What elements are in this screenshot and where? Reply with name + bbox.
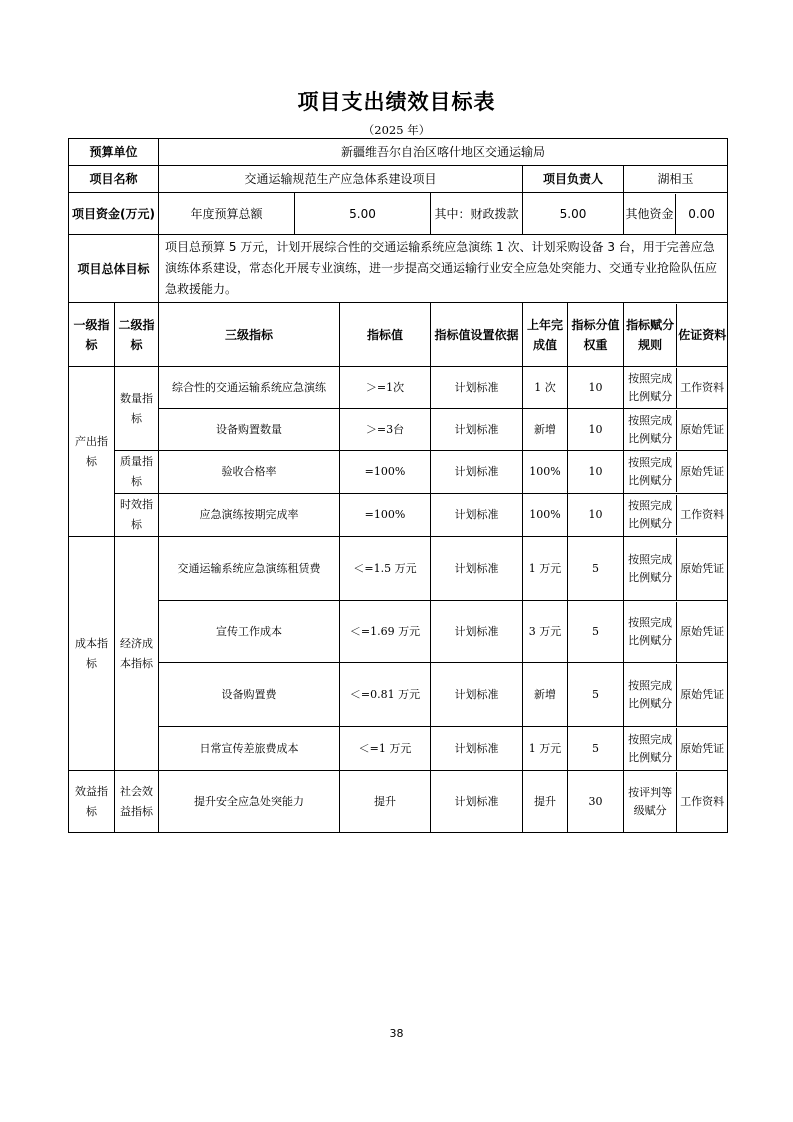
header-level1: 一级指标 xyxy=(69,303,115,367)
indicator-name: 宣传工作成本 xyxy=(159,601,340,663)
indicator-rule-evidence xyxy=(624,409,728,451)
indicator-rule-evidence xyxy=(624,367,728,409)
indicator-name: 应急演练按期完成率 xyxy=(159,494,340,537)
indicator-basis: 计划标准 xyxy=(431,771,523,833)
header-rule-evidence xyxy=(624,303,728,367)
indicator-basis: 计划标准 xyxy=(431,727,523,771)
indicator-weight: 30 xyxy=(568,771,624,833)
indicator-rule: 按照完成比例赋分 xyxy=(624,728,677,770)
indicator-rule-evidence xyxy=(624,727,728,771)
header-row xyxy=(69,303,728,367)
indicator-basis: 计划标准 xyxy=(431,537,523,601)
indicator-last-year: 1 万元 xyxy=(523,727,568,771)
header-evidence: 佐证资料 xyxy=(678,327,727,342)
indicator-last-year: 3 万元 xyxy=(523,601,568,663)
indicator-value: ＜=1 万元 xyxy=(340,727,431,771)
table-row xyxy=(69,771,728,833)
indicator-value: ＜=1.5 万元 xyxy=(340,537,431,601)
indicator-weight: 5 xyxy=(568,727,624,771)
table-row xyxy=(69,537,728,601)
indicator-rule: 按照完成比例赋分 xyxy=(624,538,677,600)
indicator-value: =100% xyxy=(340,451,431,494)
group-output: 产出指标 xyxy=(69,367,115,537)
indicator-rule: 按照完成比例赋分 xyxy=(624,495,677,535)
other-funds-value: 0.00 xyxy=(688,206,715,221)
indicator-rule: 按照完成比例赋分 xyxy=(624,368,677,408)
header-level3: 三级指标 xyxy=(159,303,340,367)
subgroup-timeliness: 时效指标 xyxy=(115,494,159,537)
indicator-weight: 5 xyxy=(568,537,624,601)
indicator-rule: 按评判等级赋分 xyxy=(624,772,677,832)
indicator-evidence: 工作资料 xyxy=(680,508,725,521)
indicator-name: 提升安全应急处突能力 xyxy=(159,771,340,833)
table-row xyxy=(69,601,728,663)
indicator-last-year: 100% xyxy=(523,451,568,494)
indicator-rule-evidence xyxy=(624,451,728,494)
goal-row xyxy=(69,235,728,303)
header-rule: 指标赋分规则 xyxy=(624,304,677,366)
indicator-evidence: 工作资料 xyxy=(680,794,725,808)
table-row xyxy=(69,409,728,451)
budget-unit-label: 预算单位 xyxy=(69,139,159,166)
project-name-value: 交通运输规范生产应急体系建设项目 xyxy=(159,166,523,193)
indicator-last-year: 提升 xyxy=(523,771,568,833)
indicator-rule: 按照完成比例赋分 xyxy=(624,664,677,726)
indicator-name: 设备购置费 xyxy=(159,663,340,727)
indicator-weight: 5 xyxy=(568,663,624,727)
other-funds-label: 其他资金 xyxy=(624,194,676,234)
annual-budget-label: 年度预算总额 xyxy=(159,193,295,235)
indicator-last-year: 新增 xyxy=(523,409,568,451)
indicator-name: 日常宣传差旅费成本 xyxy=(159,727,340,771)
header-level2: 二级指标 xyxy=(115,303,159,367)
indicator-basis: 计划标准 xyxy=(431,494,523,537)
year-label: （2025 年） xyxy=(362,123,431,137)
group-benefit: 效益指标 xyxy=(69,771,115,833)
table-row xyxy=(69,663,728,727)
table-row xyxy=(69,451,728,494)
indicator-name: 综合性的交通运输系统应急演练 xyxy=(159,367,340,409)
indicator-rule-evidence xyxy=(624,663,728,727)
indicator-value: =100% xyxy=(340,494,431,537)
page-title: 项目支出绩效目标表 xyxy=(297,90,496,114)
annual-budget-value: 5.00 xyxy=(295,193,431,235)
indicator-last-year: 1 次 xyxy=(523,367,568,409)
indicator-evidence: 原始凭证 xyxy=(680,741,725,755)
indicator-name: 交通运输系统应急演练租赁费 xyxy=(159,537,340,601)
indicator-rule-evidence xyxy=(624,771,728,833)
indicator-basis: 计划标准 xyxy=(431,367,523,409)
project-leader-label: 项目负责人 xyxy=(523,166,624,193)
other-funds-split xyxy=(624,193,728,235)
subgroup-quantity: 数量指标 xyxy=(115,367,159,451)
table-row xyxy=(69,727,728,771)
indicator-weight: 10 xyxy=(568,367,624,409)
indicator-rule: 按照完成比例赋分 xyxy=(624,452,677,492)
indicator-evidence: 原始凭证 xyxy=(680,624,725,638)
header-last-year: 上年完成值 xyxy=(523,303,568,367)
indicator-value: ＜=0.81 万元 xyxy=(340,663,431,727)
indicator-value: 提升 xyxy=(340,771,431,833)
indicator-weight: 10 xyxy=(568,409,624,451)
indicator-last-year: 新增 xyxy=(523,663,568,727)
indicator-name: 验收合格率 xyxy=(159,451,340,494)
goal-text: 项目总预算 5 万元，计划开展综合性的交通运输系统应急演练 1 次、计划采购设备 3 台，用于完善应急演练体系建设，常态化开展专业演练，进一步提高交通运输行业安全应急处突能力、交通专业抢险队伍应急救援能力。 xyxy=(159,235,728,303)
fiscal-value: 5.00 xyxy=(523,193,624,235)
indicator-evidence: 原始凭证 xyxy=(680,422,725,436)
indicator-value: ＞=1次 xyxy=(340,367,431,409)
subgroup-economic-cost: 经济成本指标 xyxy=(115,537,159,771)
indicator-last-year: 1 万元 xyxy=(523,537,568,601)
indicator-rule-evidence xyxy=(624,601,728,663)
subgroup-social-benefit: 社会效益指标 xyxy=(115,771,159,833)
indicator-weight: 10 xyxy=(568,494,624,537)
indicator-weight: 5 xyxy=(568,601,624,663)
indicator-rule: 按照完成比例赋分 xyxy=(624,410,677,450)
header-value: 指标值 xyxy=(340,303,431,367)
performance-table xyxy=(68,138,728,833)
subgroup-quality: 质量指标 xyxy=(115,451,159,494)
header-weight: 指标分值权重 xyxy=(568,303,624,367)
indicator-basis: 计划标准 xyxy=(431,451,523,494)
page-number: 38 xyxy=(389,1027,404,1040)
project-name-row xyxy=(69,166,728,193)
indicator-evidence: 原始凭证 xyxy=(680,561,725,575)
indicator-last-year: 100% xyxy=(523,494,568,537)
budget-unit-value: 新疆维吾尔自治区喀什地区交通运输局 xyxy=(159,139,728,166)
indicator-weight: 10 xyxy=(568,451,624,494)
header-basis: 指标值设置依据 xyxy=(431,303,523,367)
indicator-value: ＜=1.69 万元 xyxy=(340,601,431,663)
indicator-rule: 按照完成比例赋分 xyxy=(624,602,677,662)
funds-label: 项目资金(万元) xyxy=(69,193,159,235)
indicator-basis: 计划标准 xyxy=(431,663,523,727)
indicator-basis: 计划标准 xyxy=(431,409,523,451)
table-row xyxy=(69,367,728,409)
fiscal-label: 其中：财政拨款 xyxy=(431,193,523,235)
table-row xyxy=(69,494,728,537)
goal-label: 项目总体目标 xyxy=(69,235,159,303)
indicator-name: 设备购置数量 xyxy=(159,409,340,451)
indicator-rule-evidence xyxy=(624,537,728,601)
funds-row xyxy=(69,193,728,235)
indicator-evidence: 工作资料 xyxy=(680,380,725,394)
indicator-basis: 计划标准 xyxy=(431,601,523,663)
project-name-label: 项目名称 xyxy=(69,166,159,193)
group-cost: 成本指标 xyxy=(69,537,115,771)
indicator-rule-evidence xyxy=(624,494,728,537)
budget-unit-row xyxy=(69,139,728,166)
project-leader-value: 湖相玉 xyxy=(624,166,728,193)
indicator-evidence: 原始凭证 xyxy=(680,687,725,701)
indicator-evidence: 原始凭证 xyxy=(680,465,725,478)
indicator-value: ＞=3台 xyxy=(340,409,431,451)
